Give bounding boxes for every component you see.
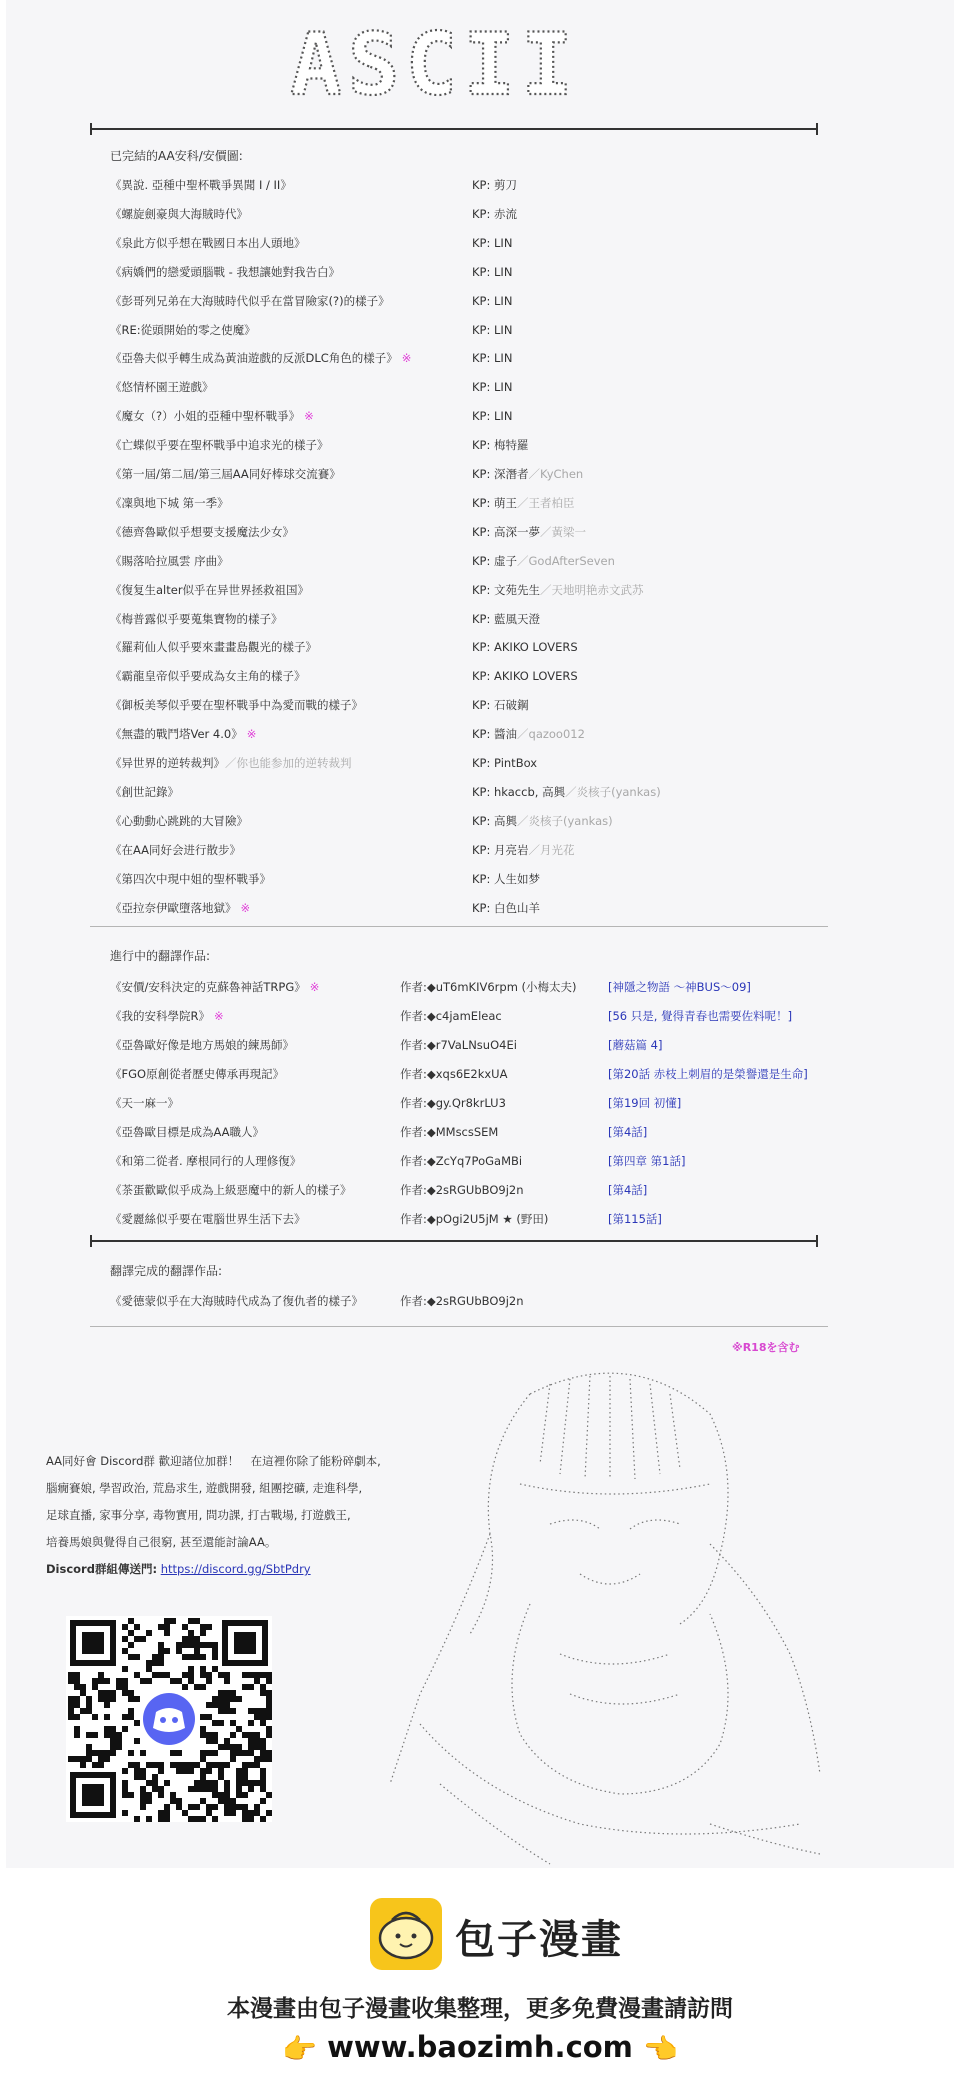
author-label: 作者:	[400, 1038, 427, 1052]
work-title-text: 《RE:從頭開始的零之使魔》	[110, 322, 256, 337]
kp-extra: ／黃梁一	[540, 524, 587, 539]
work-title	[110, 551, 229, 571]
kp-name: LIN	[494, 293, 513, 308]
author-name: ◆ZcYq7PoGaMBi	[426, 1154, 523, 1168]
author-name: ◆xqs6E2kxUA	[426, 1067, 508, 1081]
work-title	[110, 580, 309, 600]
pointing-hand-icon: 👈	[643, 2032, 678, 2066]
work-title	[110, 522, 294, 542]
chapter-link[interactable]: [第115話]	[608, 1212, 662, 1226]
author-field	[400, 977, 577, 997]
kp-label: KP:	[472, 553, 491, 568]
r18-mark: ※	[214, 1009, 224, 1023]
kp-label: KP:	[472, 380, 491, 395]
kp-name: 梅特羅	[494, 438, 529, 453]
author-name: ◆r7VaLNsuO4Ei	[426, 1038, 517, 1052]
discord-line: 培養馬娘與覺得自己很窮, 甚至還能討論AA。	[46, 1535, 277, 1549]
author-name: ◆c4jamEleac	[426, 1009, 502, 1023]
work-title-text: 《愛麗絲似乎要在電腦世界生活下去》	[110, 1212, 306, 1226]
author-label: 作者:	[400, 1212, 427, 1226]
kp-name: AKIKO LOVERS	[494, 640, 578, 655]
work-title	[110, 291, 390, 311]
r18-mark: ※	[304, 409, 314, 424]
completed-section-title: 已完結的AA安科/安價圖:	[110, 149, 243, 163]
baozi-logo	[370, 1898, 442, 1970]
kp-label: KP:	[472, 467, 491, 481]
kp-name: 赤流	[494, 206, 518, 221]
work-title-text: 《亡蝶似乎要在聖杯戰爭中追求光的樣子》	[110, 438, 329, 453]
work-title	[110, 175, 292, 195]
discord-line: 足球直播, 家事分享, 毒物實用, 問功課, 打古戰場, 打遊戲王,	[46, 1508, 351, 1522]
kp-label: KP:	[472, 756, 491, 770]
kp-label: KP:	[472, 495, 491, 510]
author-label: 作者:	[400, 1294, 427, 1308]
kp-name: 萌王	[494, 495, 518, 510]
work-title-text: 《彭哥列兄弟在大海賊時代似乎在當冒險家(?)的樣子》	[110, 293, 390, 308]
kp-name: AKIKO LOVERS	[494, 669, 578, 684]
kp-name: 石破鋼	[494, 698, 529, 713]
work-title	[110, 406, 314, 426]
work-title	[110, 695, 363, 715]
kp-name: PintBox	[494, 756, 538, 770]
work-title: 《愛德蒙似乎在大海賊時代成為了復仇者的樣子》	[110, 1294, 363, 1308]
work-title-text: 《亞拉奈伊歐墮落地獄》	[110, 900, 237, 915]
work-title	[110, 666, 306, 686]
kp-field	[472, 580, 644, 600]
author-field	[400, 1151, 522, 1171]
kp-label: KP:	[472, 813, 491, 828]
kp-field	[472, 233, 512, 253]
work-title	[110, 1151, 301, 1171]
r18-mark: ※	[401, 351, 412, 366]
discord-line: AA同好會 Discord群 歡迎諸位加群！ 在這裡你除了能粉碎劇本,	[46, 1454, 381, 1468]
kp-field	[472, 204, 517, 224]
author-field	[400, 1035, 517, 1055]
author-name: ◆uT6mKIV6rpm (小梅太夫)	[426, 980, 577, 994]
work-title	[110, 262, 340, 282]
ascii-logo	[290, 22, 600, 102]
r18-note: ※R18を含む	[732, 1341, 800, 1354]
work-title	[110, 320, 256, 340]
kp-name: LIN	[494, 264, 513, 279]
work-title	[110, 233, 306, 253]
work-title-text: 《梅普露似乎要蒐集寶物的樣子》	[110, 611, 283, 626]
kp-name: LIN	[494, 380, 513, 395]
kp-name: 剪刀	[494, 178, 518, 192]
kp-field	[472, 464, 583, 484]
work-title-text: 《凜與地下城 第一季》	[110, 495, 229, 510]
discord-link[interactable]: https://discord.gg/SbtPdry	[160, 1562, 311, 1576]
work-title-text: 《創世記錄》	[110, 784, 179, 799]
work-title	[110, 204, 248, 224]
ascii-art-illustration	[380, 1354, 850, 1874]
kp-label: KP:	[472, 698, 491, 713]
kp-extra: ／炎核子(yankas)	[565, 784, 661, 799]
kp-field	[472, 637, 578, 657]
r18-mark: ※	[309, 980, 320, 994]
kp-label: KP:	[472, 235, 491, 250]
work-title-text: 《亞魯歐好像是地方馬娘的練馬師》	[110, 1038, 294, 1052]
kp-name: 高深一夢	[494, 524, 541, 539]
kp-field	[472, 377, 512, 397]
author-name: ◆2sRGUbBO9j2n	[426, 1183, 524, 1197]
discord-promo	[46, 1448, 426, 1583]
work-title	[110, 1093, 179, 1113]
author-field	[400, 1093, 506, 1113]
kp-extra: ／qazoo012	[517, 727, 585, 742]
author-field	[400, 1209, 548, 1229]
kp-name: 月亮岩	[494, 842, 529, 857]
work-title-text: 《羅莉仙人似乎要來畫畫島觀光的樣子》	[110, 640, 317, 655]
kp-field	[472, 320, 512, 340]
work-title	[110, 782, 179, 802]
author-label: 作者:	[400, 980, 427, 994]
kp-label: KP:	[472, 669, 491, 684]
work-title-text: 《天一麻一》	[110, 1096, 179, 1110]
author-label: 作者:	[400, 1096, 427, 1110]
author-name: ◆MMscsSEM	[426, 1125, 499, 1139]
work-title-text: 《茶蛋歡歐似乎成為上級惡魔中的新人的樣子》	[110, 1183, 352, 1197]
work-title	[110, 724, 256, 744]
kp-label: KP:	[472, 640, 491, 655]
work-title-text: 《無盡的戰鬥塔Ver 4.0》	[110, 727, 243, 742]
kp-name: 人生如梦	[494, 871, 541, 886]
work-title	[110, 811, 248, 831]
kp-name: LIN	[494, 409, 513, 424]
brand-name: 包子漫畫	[455, 1917, 623, 1963]
ongoing-section-title: 進行中的翻譯作品:	[110, 949, 211, 963]
work-title	[110, 1064, 284, 1084]
kp-extra: ／炎核子(yankas)	[517, 813, 613, 828]
work-title-text: 《第四次中現中姐的聖杯戰爭》	[110, 871, 271, 886]
work-title-text: 《泉此方似乎想在戰國日本出人頭地》	[110, 235, 306, 250]
author-label: 作者:	[400, 1154, 427, 1168]
chapter-link[interactable]: [神隱之物語 ～神BUS～09]	[608, 980, 751, 994]
kp-extra: ／KyChen	[528, 467, 584, 481]
work-title	[110, 840, 241, 860]
kp-name: LIN	[494, 351, 513, 366]
kp-field	[472, 609, 540, 629]
kp-name: 深潛者	[494, 467, 529, 481]
chapter-link[interactable]: [第四章 第1話]	[608, 1154, 686, 1168]
work-title	[110, 1006, 224, 1026]
work-title	[110, 637, 317, 657]
chapter-link[interactable]: [第20話 赤枝上刺眉的是榮譽還是生命]	[608, 1067, 808, 1081]
kp-field	[472, 406, 512, 426]
work-title-text: 《FGO原創從者歷史傳承再現記》	[110, 1067, 285, 1081]
work-title-text: 《霸龍皇帝似乎要成為女主角的樣子》	[110, 669, 306, 684]
work-title-text: 《魔女（?）小姐的亞種中聖杯戰爭》	[110, 409, 301, 424]
work-title	[110, 1035, 294, 1055]
kp-extra: ／王者柏臣	[517, 495, 575, 510]
work-title-text: 《御板美琴似乎要在聖杯戰爭中為愛而戰的樣子》	[110, 698, 363, 713]
kp-name: 醬油	[494, 727, 518, 742]
kp-name: 白色山羊	[494, 900, 541, 915]
work-title-text: 《亞魯歐目標是成為AA職人》	[110, 1125, 265, 1139]
kp-field	[472, 724, 585, 744]
kp-field	[472, 695, 529, 715]
kp-label: KP:	[472, 900, 491, 915]
author-name: ◆2sRGUbBO9j2n	[426, 1294, 524, 1308]
work-title	[110, 464, 341, 484]
work-title	[110, 1209, 306, 1229]
kp-label: KP:	[472, 206, 491, 221]
work-title	[110, 1122, 264, 1142]
author-label: 作者:	[400, 1009, 427, 1023]
work-title	[110, 977, 319, 997]
work-title	[110, 753, 352, 773]
chapter-link[interactable]: [第19回 初懂]	[608, 1096, 682, 1110]
kp-label: KP:	[472, 322, 491, 337]
kp-label: KP:	[472, 351, 491, 366]
work-title-text: 《异世界的逆转裁判》	[110, 756, 225, 770]
work-title-text: 《我的安科學院R》	[110, 1009, 210, 1023]
kp-name: 高興	[494, 813, 518, 828]
work-title-text: 《安價/安科決定的克蘇魯神話TRPG》	[110, 980, 306, 994]
work-title-text: 《和第二從者. 摩根同行的人理修復》	[110, 1154, 302, 1168]
author-field	[400, 1122, 498, 1142]
kp-label: KP:	[472, 178, 491, 192]
divider	[90, 1240, 818, 1242]
footer-url-row	[0, 2030, 960, 2066]
divider	[90, 926, 828, 927]
kp-extra: ／月光花	[528, 842, 575, 857]
finished-section-title: 翻譯完成的翻譯作品:	[110, 1264, 223, 1278]
work-title	[110, 435, 329, 455]
kp-label: KP:	[472, 784, 491, 799]
kp-label: KP:	[472, 727, 491, 742]
kp-field	[472, 262, 512, 282]
kp-label: KP:	[472, 409, 491, 424]
discord-line: 腦癇賽娘, 學習政治, 荒島求生, 遊戲開發, 組團挖礦, 走進科學,	[46, 1481, 363, 1495]
kp-name: LIN	[494, 235, 513, 250]
work-title-text: 《德齊魯歐似乎想要支援魔法少女》	[110, 524, 294, 539]
kp-field	[472, 348, 512, 368]
kp-name: 文苑先生	[494, 582, 541, 597]
r18-mark: ※	[246, 727, 257, 742]
work-title	[110, 348, 411, 368]
kp-field	[472, 753, 537, 773]
kp-label: KP:	[472, 842, 491, 857]
work-title-text: 《異說. 亞種中聖杯戰爭異聞 I / II》	[110, 178, 292, 192]
kp-field	[472, 493, 575, 513]
author-field	[400, 1064, 507, 1084]
kp-field	[472, 811, 613, 831]
chapter-link[interactable]: [第4話]	[608, 1125, 648, 1139]
kp-field	[472, 291, 512, 311]
kp-field	[472, 175, 517, 195]
kp-label: KP:	[472, 524, 491, 539]
work-title-text: 《心動動心跳跳的大冒險》	[110, 813, 248, 828]
kp-extra: ／天地明艳赤文武苏	[540, 582, 644, 597]
kp-label: KP:	[472, 611, 491, 626]
work-title	[110, 869, 271, 889]
kp-label: KP:	[472, 871, 491, 886]
kp-label: KP:	[472, 264, 491, 279]
work-title-extra: ／你也能参加的逆转裁判	[225, 756, 352, 770]
author-field	[400, 1291, 524, 1311]
kp-name: hkaccb, 高興	[494, 784, 566, 799]
work-title-text: 《悠情杯園王遊戲》	[110, 380, 214, 395]
kp-extra: ／GodAfterSeven	[517, 553, 615, 568]
author-name: ◆pOgi2U5jM ★ (野田)	[426, 1212, 549, 1226]
kp-label: KP:	[472, 438, 491, 453]
discord-link-label: Discord群組傳送門:	[46, 1562, 158, 1576]
work-title-text: 《病嬌們的戀愛頭腦戰 - 我想讓她對我告白》	[110, 264, 340, 279]
kp-field	[472, 435, 529, 455]
author-name: ◆gy.Qr8krLU3	[426, 1096, 506, 1110]
footer-notice: 本漫畫由包子漫畫收集整理，更多免費漫畫請訪問	[227, 1996, 733, 2022]
work-title-text: 《在AA同好会进行散步》	[110, 842, 242, 857]
author-field	[400, 1180, 524, 1200]
author-label: 作者:	[400, 1067, 427, 1081]
logo-text: ASCII	[290, 22, 579, 102]
work-title-text: 《復复生alter似乎在异世界拯救祖国》	[110, 582, 310, 597]
kp-label: KP:	[472, 293, 491, 308]
work-title-text: 《第一屆/第二屆/第三屆AA同好棒球交流賽》	[110, 467, 341, 481]
discord-link-row	[46, 1556, 426, 1583]
kp-label: KP:	[472, 582, 491, 597]
work-title	[110, 493, 229, 513]
work-title	[110, 1180, 352, 1200]
footer-url[interactable]: www.baozimh.com	[327, 2030, 633, 2064]
chapter-link[interactable]: [蘑菇篇 4]	[608, 1038, 663, 1052]
author-label: 作者:	[400, 1183, 427, 1197]
discord-qr-code	[66, 1616, 272, 1822]
kp-name: LIN	[494, 322, 513, 337]
kp-field	[472, 840, 575, 860]
pointing-hand-icon: 👉	[282, 2032, 317, 2066]
kp-name: 藍風天澄	[494, 611, 541, 626]
work-title	[110, 609, 283, 629]
work-title-text: 《螺旋劍豪與大海賊時代》	[110, 206, 248, 221]
chapter-link[interactable]: [第4話]	[608, 1183, 648, 1197]
author-field	[400, 1006, 502, 1026]
chapter-link[interactable]: [56 只是, 覺得青春也需要佐料呢！]	[608, 1009, 793, 1023]
r18-mark: ※	[240, 900, 251, 915]
divider	[90, 128, 818, 130]
kp-field	[472, 898, 540, 918]
kp-field	[472, 551, 615, 571]
kp-field	[472, 869, 540, 889]
kp-field	[472, 782, 661, 802]
baozi-face-icon	[370, 1898, 442, 1970]
kp-field	[472, 666, 578, 686]
author-label: 作者:	[400, 1125, 427, 1139]
work-title-text: 《亞魯夫似乎轉生成為黃油遊戲的反派DLC角色的樣子》	[110, 351, 398, 366]
divider	[90, 1326, 828, 1327]
work-title	[110, 377, 214, 397]
kp-name: 虛子	[494, 553, 518, 568]
work-title-text: 《賜落哈拉風雲 序曲》	[110, 553, 229, 568]
kp-field	[472, 522, 586, 542]
work-title	[110, 898, 250, 918]
